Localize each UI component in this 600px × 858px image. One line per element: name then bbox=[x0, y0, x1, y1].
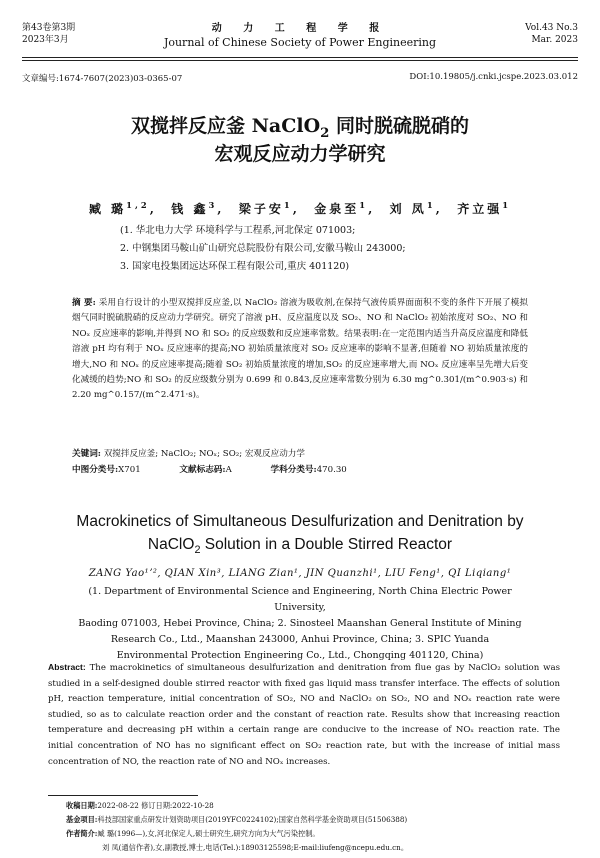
date-en: Mar. 2023 bbox=[531, 35, 578, 45]
author-cn: 臧 璐$^{1,2}$ bbox=[88, 200, 150, 216]
clc-label: 中图分类号: bbox=[72, 465, 119, 475]
abstract-en-label: Abstract: bbox=[48, 662, 86, 672]
title-en-line1: Macrokinetics of Simultaneous Desulfurization and Denitration by bbox=[76, 513, 524, 530]
affiliation-cn: 3. 国家电投集团远达环保工程有限公司,重庆 401120) bbox=[120, 261, 350, 272]
title-en bbox=[0, 510, 600, 556]
subject-label: 学科分类号: bbox=[270, 465, 317, 475]
volume-cn: 第43卷第3期 bbox=[22, 23, 76, 33]
title-cn-line1-pre: 双搅拌反应釜 NaClO bbox=[130, 115, 321, 137]
abstract-en bbox=[48, 660, 560, 770]
doc-code-value: A bbox=[225, 465, 232, 475]
clc-value: X701 bbox=[118, 465, 141, 475]
affiliation-en: Research Co., Ltd., Maanshan 243000, Anhui Province, China; 3. SPIC Yuanda bbox=[110, 634, 490, 645]
doc-code-label: 文献标志码: bbox=[179, 465, 226, 475]
header-rule-bottom bbox=[22, 60, 578, 61]
affiliations-en bbox=[62, 584, 538, 664]
title-en-line2-post: Solution in a Double Stirred Reactor bbox=[200, 536, 453, 553]
affiliation-cn: 2. 中钢集团马鞍山矿山研究总院股份有限公司,安徽马鞍山 243000; bbox=[120, 243, 406, 254]
volume-issue-en bbox=[525, 22, 578, 46]
journal-header bbox=[22, 22, 578, 52]
date-cn: 2023年3月 bbox=[22, 35, 69, 45]
affiliations-cn bbox=[120, 222, 560, 276]
header-rule-top bbox=[22, 57, 578, 58]
footnote-received: 收稿日期:2022-08-22 修订日期:2022-10-28 bbox=[66, 801, 214, 810]
journal-name-en: Journal of Chinese Society of Power Engineering bbox=[163, 36, 437, 49]
volume-en: Vol.43 No.3 bbox=[525, 23, 578, 33]
authors-en: ZANG Yao¹ʼ², QIAN Xin³, LIANG Zian¹, JIN Quanzhi¹, LIU Feng¹, QI Liqiang¹ bbox=[88, 568, 512, 579]
footnote-funding: 基金项目:科技部国家重点研发计划资助项目(2019YFC0224102);国家自然科学基金资助项目(51506388) bbox=[66, 815, 408, 824]
abstract-cn-label: 摘 要: bbox=[72, 298, 96, 308]
author-cn: 齐立强$^1$ bbox=[457, 200, 512, 216]
title-cn bbox=[0, 112, 600, 168]
keywords-cn-label: 关键词: bbox=[72, 449, 101, 459]
keywords-cn bbox=[72, 446, 528, 462]
title-en-sub: 2 bbox=[194, 544, 201, 557]
footnote-rule bbox=[48, 795, 198, 796]
title-cn-line2: 宏观反应动力学研究 bbox=[214, 143, 386, 165]
authors-cn: 臧 璐$^{1,2}$, 钱 鑫$^3$, 梁子安$^1$, 金泉至$^1$, 刘 凤$^1$, 齐立强$^1$ bbox=[88, 200, 512, 216]
footnotes bbox=[66, 799, 560, 855]
author-cn: 刘 凤$^1$ bbox=[389, 200, 436, 216]
abstract-cn bbox=[72, 296, 528, 404]
author-cn: 梁子安$^1$ bbox=[238, 200, 293, 216]
affiliation-cn: (1. 华北电力大学 环境科学与工程系,河北保定 071003; bbox=[120, 225, 356, 236]
affiliation-en: Environmental Protection Engineering Co., Ltd., Chongqing 401120, China) bbox=[116, 650, 484, 661]
keywords-cn-text: 双搅拌反应釜; NaClO₂; NOₓ; SO₂; 宏观反应动力学 bbox=[103, 449, 305, 459]
journal-name-cn: 动 力 工 程 学 报 bbox=[211, 23, 389, 34]
doi: DOI:10.19805/j.cnki.jcspe.2023.03.012 bbox=[409, 72, 578, 82]
abstract-cn-text: 采用自行设计的小型双搅拌反应釜,以 NaClO₂ 溶液为吸收剂,在保持气液传质界面面积不变的条件下开展了模拟烟气同时脱硫脱硝的反应动力学研究。研究了溶液 pH、反应温度以及 SO₂、NO 和 NaClO₂ 初始浓度对 SO₂、NO 和 NOₓ 反应速率的影响,并得到 NO 和 SO₂ 的反应级数和反应速率常数。结果表明:在一定范围内适当升高反应温度和降低溶液 pH 均有利于 NOₓ 反应速率的提高;NO 初始质量浓度对 SO₂ 反应速率的影响不显著,但随着 NO 初始质量浓度的增大,NO 和 NOₓ 的反应速率提高;随着 SO₂ 初始质量浓度的增加,SO₂ 的反应速率增大,而 NOₓ 反应速率呈先增大后变化减缓的趋势;NO 和 SO₂ 的反应级数分别为 0.699 和 0.843,反应速率常数分别为 6.30 mg^0.301/(m^0.903·s) 和 2.20 mg^0.157/(m^2.471·s)。 bbox=[72, 298, 529, 401]
title-cn-line1-post: 同时脱硫脱硝的 bbox=[329, 115, 470, 137]
subject-value: 470.30 bbox=[316, 465, 347, 475]
abstract-en-text: The macrokinetics of simultaneous desulfurization and denitration from flue gas by NaClO₂ solution was studied in a self-designed double stirred reactor with fixed gas liquid mass transfer interface. The effects of solution pH, reaction temperature, initial concentration of SO₂, NO and NaClO₂ on SO₂, NO and NOₓ reaction rate were studied, so as to calculate reaction order and the constant of reaction rate. Results show that increasing reaction temperature and decreasing pH within a certain range are conducive to the increase of NOₓ reaction rate. The initial concentration of NO has no significant effect on SO₂ reaction rate, but with the increase of initial mass concentration of NO, the reaction rate of NO and NOₓ increases. bbox=[48, 663, 560, 767]
affiliation-en: Baoding 071003, Hebei Province, China; 2. Sinosteel Maanshan General Institute of Mining bbox=[78, 618, 522, 629]
footnote-corresponding: 刘 凤(通信作者),女,副教授,博士,电话(Tel.):18903125598;E-mail:liufeng@ncepu.edu.cn。 bbox=[102, 843, 409, 852]
author-cn: 钱 鑫$^3$ bbox=[171, 200, 218, 216]
title-cn-sub: 2 bbox=[320, 125, 330, 141]
author-cn: 金泉至$^1$ bbox=[314, 200, 369, 216]
affiliation-en: (1. Department of Environmental Science and Engineering, North China Electric Power University, bbox=[88, 586, 512, 613]
title-en-line2-pre: NaClO bbox=[147, 536, 195, 553]
classification-line bbox=[72, 462, 528, 478]
journal-name bbox=[22, 22, 578, 50]
footnote-author-bio: 作者简介:臧 璐(1996—),女,河北保定人,硕士研究生,研究方向为大气污染控制。 bbox=[66, 829, 320, 838]
article-number: 文章编号:1674-7607(2023)03-0365-07 bbox=[22, 74, 183, 84]
